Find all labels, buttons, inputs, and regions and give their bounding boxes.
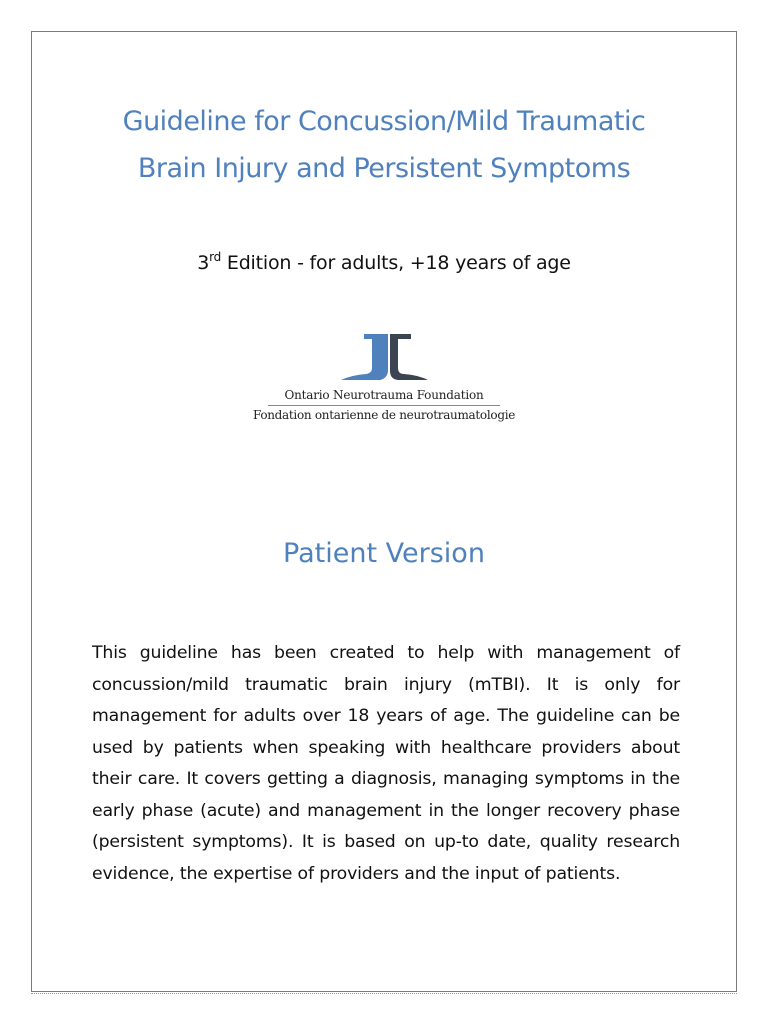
edition-ordinal-suffix: rd — [209, 250, 222, 264]
edition-text: Edition - for adults, +18 years of age — [221, 252, 571, 274]
edition-number: 3 — [197, 252, 210, 274]
organization-logo — [248, 330, 520, 430]
logo-org-name-french: Fondation ontarienne de neurotraumatologie — [252, 408, 516, 422]
intro-paragraph: This guideline has been created to help with management of concussion/mild traumatic brain injury (mTBI). It is only for management for adults over 18 years of age. The guideline can be used by patients when speaking with healthcare providers about their care. It covers getting a diagnosis, managing symptoms in the early phase (acute) and management in the longer recovery phase (persistent symptoms). It is based on up-to date, quality research evidence, the expertise of providers and the input of patients. — [92, 643, 680, 884]
title-line-2: Brain Injury and Persistent Symptoms — [137, 153, 631, 184]
edition-line — [31, 248, 737, 278]
title-line-1: Guideline for Concussion/Mild Traumatic — [122, 106, 646, 137]
ontario-neurotrauma-foundation-logo-icon — [338, 330, 430, 384]
logo-divider — [268, 405, 500, 406]
document-title — [31, 98, 737, 192]
version-heading: Patient Version — [283, 538, 485, 569]
logo-org-name-english: Ontario Neurotrauma Foundation — [284, 388, 484, 402]
